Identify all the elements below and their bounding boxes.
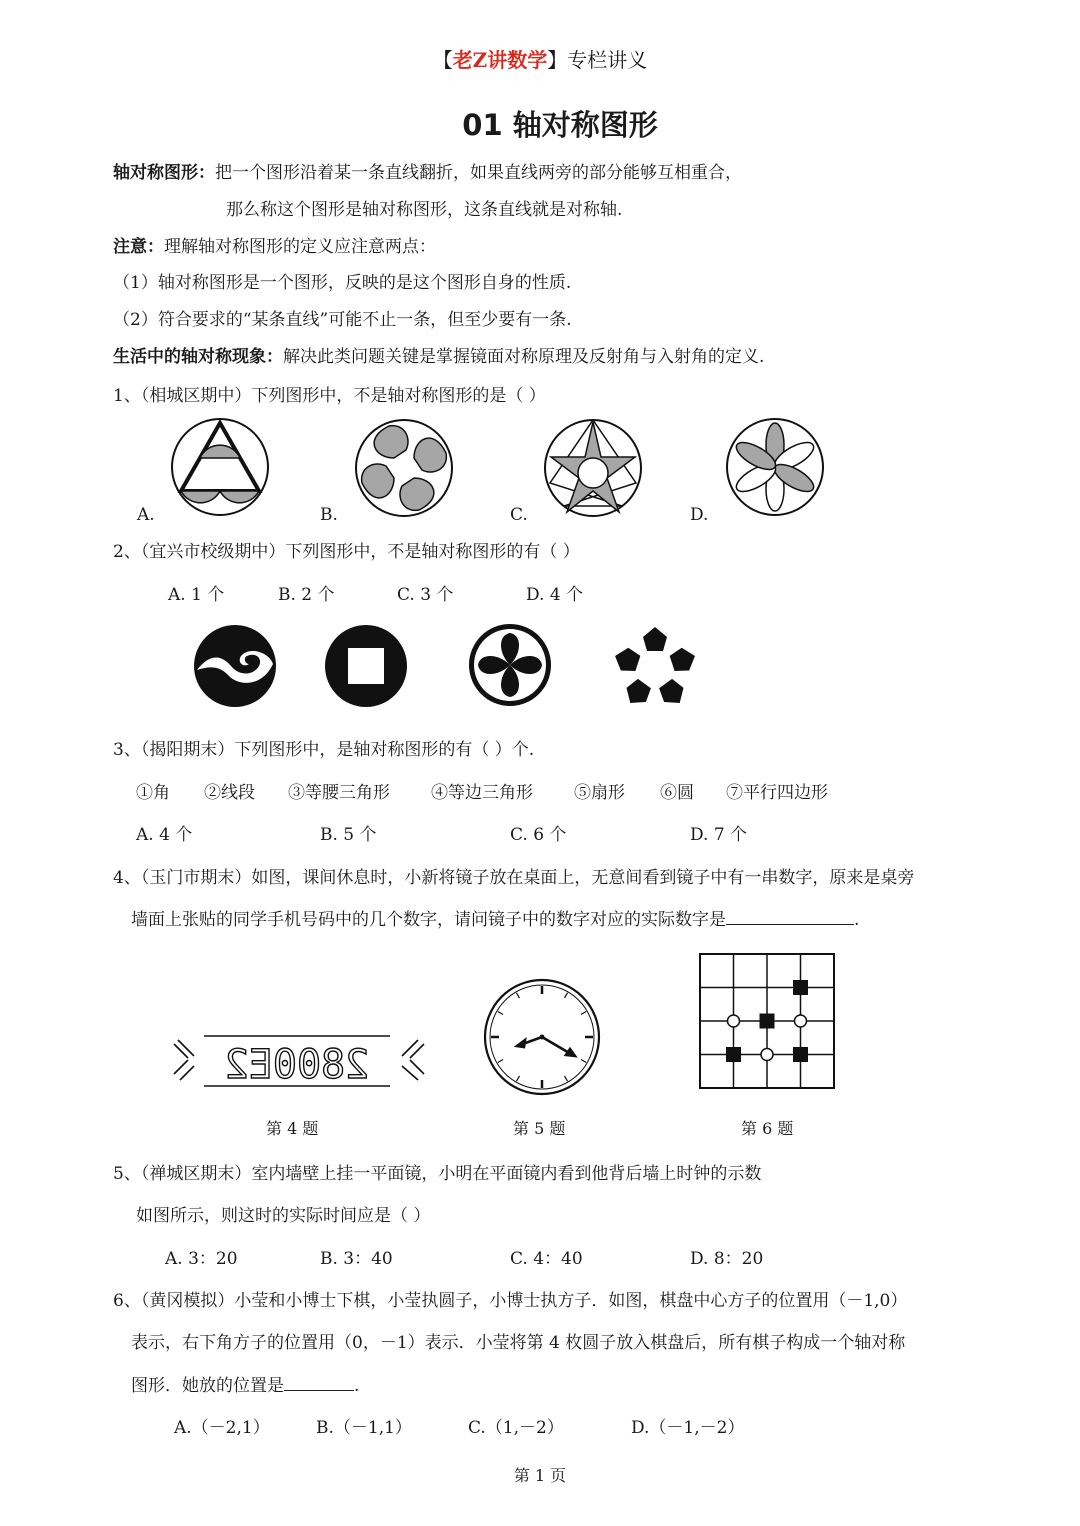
q6-line-3-end: . xyxy=(354,1376,360,1396)
q5-option-a: A. 3：20 xyxy=(165,1249,238,1269)
definition-line-1 xyxy=(113,158,742,183)
q1-stem: 1、（相城区期中）下列图形中，不是轴对称图形的是（ ） xyxy=(113,386,546,406)
q1-label-d: D. xyxy=(690,505,709,525)
life-text: 解决此类问题关键是掌握镜面对称原理及反射角与入射角的定义. xyxy=(283,347,765,367)
q1-label-b: B. xyxy=(320,505,338,525)
q4-line-1: 4、（玉门市期末）如图，课间休息时，小新将镜子放在桌面上，无意间看到镜子中有一串数字，原来是桌旁 xyxy=(113,868,915,888)
q2-stem: 2、（宜兴市校级期中）下列图形中，不是轴对称图形的有（ ） xyxy=(113,542,580,562)
q2-figure-3 xyxy=(468,623,552,707)
definition-text-1: 把一个图形沿着某一条直线翻折，如果直线两旁的部分能够互相重合， xyxy=(215,163,742,183)
q6-line-3 xyxy=(131,1371,359,1396)
q3-stem: 3、（揭阳期末）下列图形中，是轴对称图形的有（ ）个. xyxy=(113,740,535,760)
q1-figure-d xyxy=(725,417,825,517)
q3-option-c: C. 6 个 xyxy=(510,825,567,845)
mirror-digits: 2800E2 xyxy=(224,1042,370,1088)
q4-line-2 xyxy=(131,905,859,930)
note-line xyxy=(113,232,436,257)
life-line xyxy=(113,342,764,367)
note-item-2: （2）符合要求的“某条直线”可能不止一条，但至少要有一条. xyxy=(113,310,572,330)
q6-line-3-text: 图形．她放的位置是 xyxy=(131,1376,284,1396)
figure-q4-mirror xyxy=(172,1030,426,1090)
q3-item-6: ⑥圆 xyxy=(660,783,694,803)
q6-line-2: 表示，右下角方子的位置用（0，－1）表示．小莹将第 4 枚圆子放入棋盘后，所有棋子构成一个轴对称 xyxy=(131,1333,906,1353)
page-header xyxy=(0,44,1080,73)
q2-option-d: D. 4 个 xyxy=(526,585,584,605)
note-term: 注意： xyxy=(113,237,164,257)
note-text: 理解轴对称图形的定义应注意两点： xyxy=(164,237,436,257)
definition-text-2: 那么称这个图形是轴对称图形，这条直线就是对称轴. xyxy=(226,200,623,220)
q4-line-2-end: . xyxy=(854,910,860,930)
q6-option-d: D.（－1,－2） xyxy=(631,1418,745,1438)
note-item-1: （1）轴对称图形是一个图形，反映的是这个图形自身的性质. xyxy=(113,273,572,293)
header-suffix: 专栏讲义 xyxy=(567,48,648,72)
q1-figure-c xyxy=(543,418,643,518)
q1-figure-b xyxy=(354,418,454,518)
header-bracket-right: 】 xyxy=(547,48,568,72)
q5-option-c: C. 4：40 xyxy=(510,1249,583,1269)
q3-item-2: ②线段 xyxy=(204,783,255,803)
q1-label-a: A. xyxy=(137,505,155,525)
q2-option-c: C. 3 个 xyxy=(397,585,454,605)
q1-label-c: C. xyxy=(510,505,528,525)
q4-line-2-text: 墙面上张贴的同学手机号码中的几个数字，请问镜子中的数字对应的实际数字是 xyxy=(131,910,726,930)
caption-q6: 第 6 题 xyxy=(741,1119,794,1138)
q3-item-5: ⑤扇形 xyxy=(574,783,625,803)
header-bracket-left: 【 xyxy=(432,48,453,72)
caption-q5: 第 5 题 xyxy=(513,1119,566,1138)
definition-term: 轴对称图形： xyxy=(113,163,215,183)
q5-line-1: 5、（禅城区期末）室内墙壁上挂一平面镜，小明在平面镜内看到他背后墙上时钟的示数 xyxy=(113,1164,762,1184)
life-term: 生活中的轴对称现象： xyxy=(113,347,283,367)
q2-option-b: B. 2 个 xyxy=(278,585,335,605)
caption-q4: 第 4 题 xyxy=(266,1119,319,1138)
q3-item-1: ①角 xyxy=(136,783,170,803)
figure-q6-board xyxy=(699,953,835,1089)
q2-figure-1 xyxy=(193,624,277,708)
q6-answer-blank xyxy=(284,1376,354,1391)
q1-figure-a xyxy=(170,417,270,517)
q6-option-c: C.（1,－2） xyxy=(468,1418,564,1438)
q3-option-d: D. 7 个 xyxy=(690,825,748,845)
q6-line-1: 6、（黄冈模拟）小莹和小博士下棋，小莹执圆子，小博士执方子．如图，棋盘中心方子的位置用（－1,0） xyxy=(113,1291,908,1311)
figure-q5-clock xyxy=(483,978,601,1096)
page-number: 第 1 页 xyxy=(513,1466,567,1485)
q2-option-a: A. 1 个 xyxy=(168,585,225,605)
q4-answer-blank xyxy=(726,910,854,925)
q3-item-4: ④等边三角形 xyxy=(431,783,533,803)
q5-line-2: 如图所示，则这时的实际时间应是（ ） xyxy=(136,1206,431,1226)
q6-option-a: A.（－2,1） xyxy=(174,1418,270,1438)
q2-figure-2 xyxy=(324,624,408,708)
q5-option-d: D. 8：20 xyxy=(690,1249,764,1269)
q3-option-a: A. 4 个 xyxy=(136,825,193,845)
q5-option-b: B. 3：40 xyxy=(320,1249,393,1269)
q3-item-7: ⑦平行四边形 xyxy=(726,783,828,803)
q2-figure-4 xyxy=(613,625,697,707)
q3-item-3: ③等腰三角形 xyxy=(288,783,390,803)
q6-option-b: B.（－1,1） xyxy=(316,1418,412,1438)
page-title: 01 轴对称图形 xyxy=(462,108,658,142)
header-brand: 老Z讲数学 xyxy=(452,48,548,72)
q3-option-b: B. 5 个 xyxy=(320,825,377,845)
